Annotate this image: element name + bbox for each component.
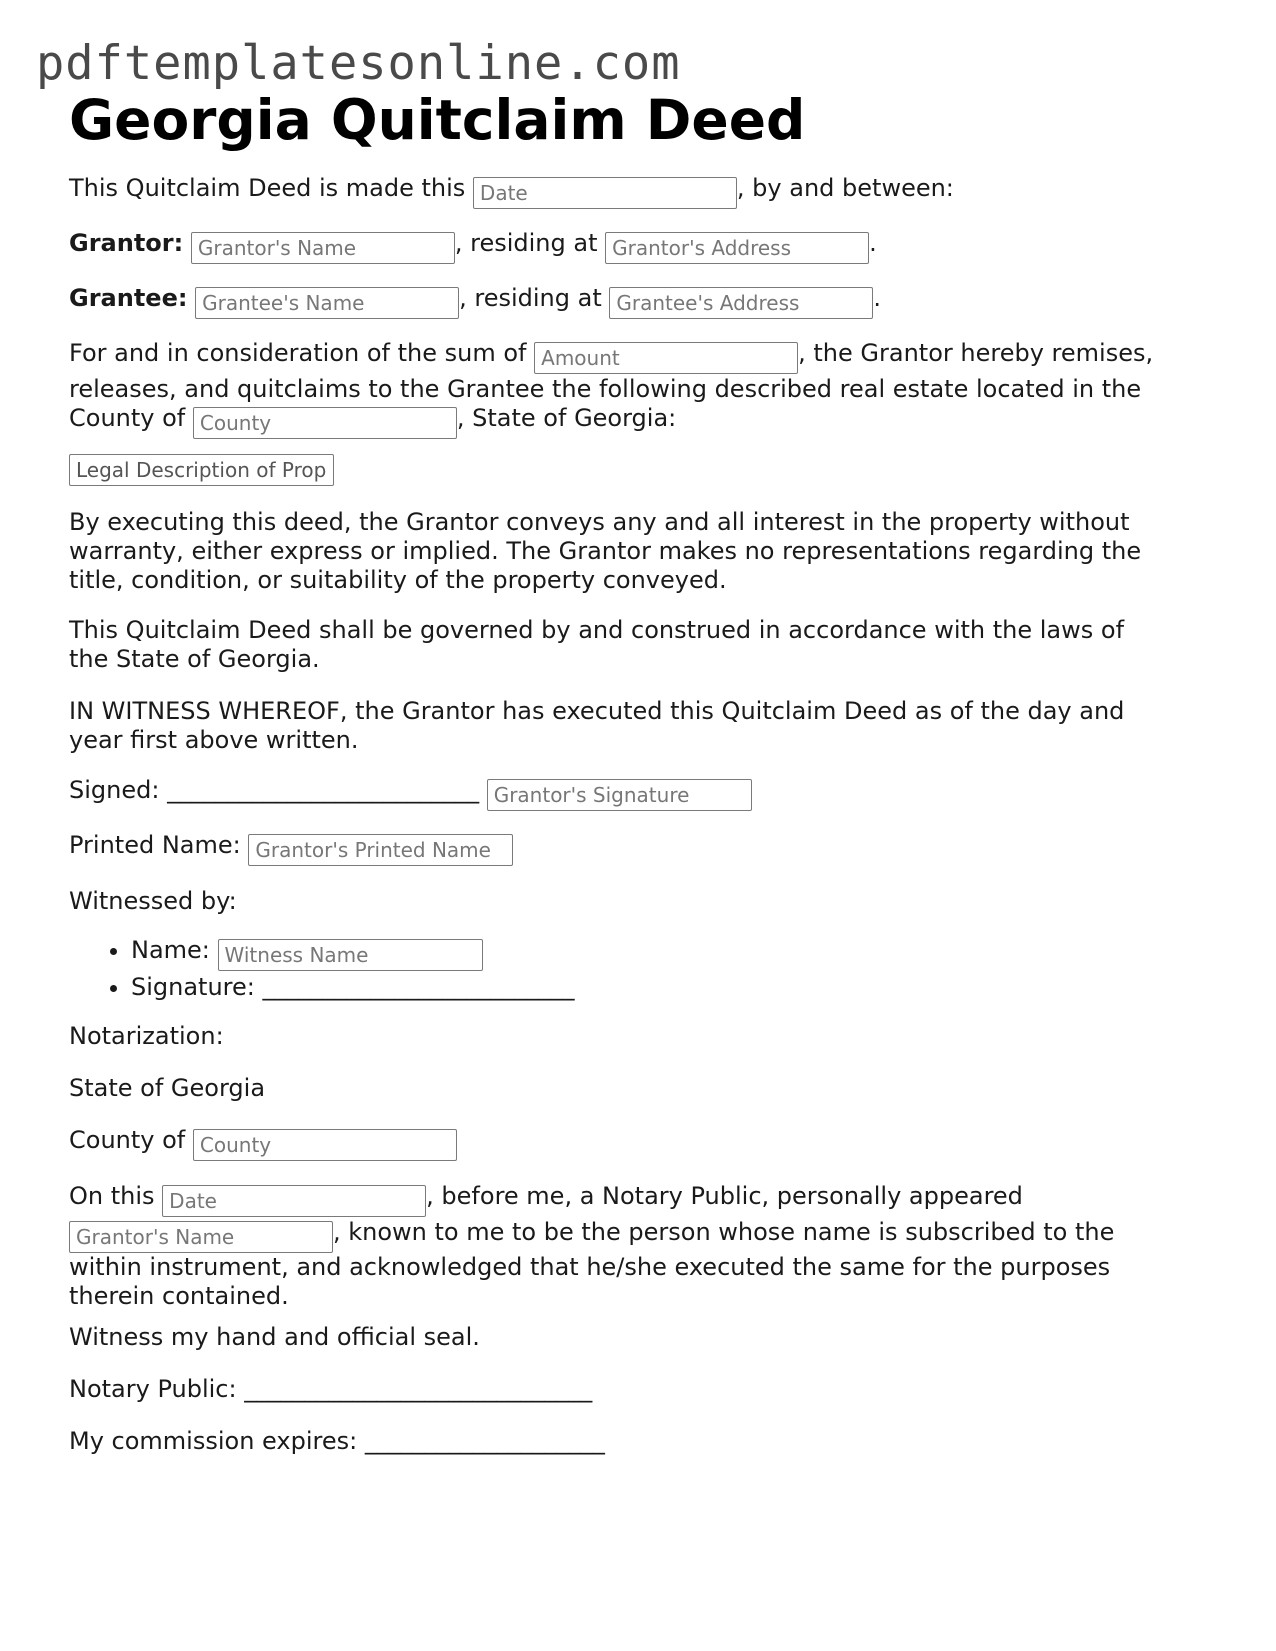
grantee-name-field[interactable] bbox=[195, 287, 459, 319]
executing-paragraph: By executing this deed, the Grantor conveys any and all interest in the property without warranty, either express or implied. The Grantor makes no representations regarding the title, condition, or suitability of the property conveyed. bbox=[69, 508, 1142, 594]
consideration-line-2: releases, and quitclaims to the Grantee the following described real estate located in the bbox=[69, 375, 1142, 403]
document-page bbox=[69, 88, 1219, 1455]
state-of-georgia: State of Georgia bbox=[69, 1074, 266, 1102]
governed-paragraph: This Quitclaim Deed shall be governed by and construed in accordance with the laws of the State of Georgia. bbox=[69, 616, 1125, 673]
notary-paragraph bbox=[69, 1181, 1219, 1311]
notary-line-3: within instrument, and acknowledged that he/she executed the same for the purposes therein contained. bbox=[69, 1253, 1111, 1310]
intro-line bbox=[69, 174, 954, 209]
grantor-line-end: . bbox=[869, 229, 877, 257]
grantor-residing-text: , residing at bbox=[454, 229, 598, 257]
witness-hand-text: Witness my hand and official seal. bbox=[69, 1323, 480, 1351]
grantee-address-field[interactable] bbox=[609, 287, 873, 319]
signed-label: Signed: __________________________ bbox=[69, 776, 480, 804]
consideration-line-3 bbox=[69, 404, 1219, 439]
grantor-name-field[interactable] bbox=[191, 232, 455, 264]
consideration-text-after: , the Grantor hereby remises, bbox=[798, 339, 1154, 367]
witness-name-field[interactable] bbox=[218, 939, 483, 971]
notarization-label: Notarization: bbox=[69, 1022, 224, 1050]
county-field[interactable] bbox=[193, 407, 457, 439]
signed-line bbox=[69, 776, 752, 811]
grantor-line bbox=[69, 229, 877, 264]
grantee-line-end: . bbox=[873, 284, 882, 312]
intro-text: This Quitclaim Deed is made this bbox=[69, 174, 466, 202]
witness-signature-label: Signature: __________________________ bbox=[131, 973, 575, 1001]
witness-name-label: Name: bbox=[131, 936, 210, 964]
witness-signature-item bbox=[131, 971, 575, 1004]
notary-line-1 bbox=[69, 1181, 1219, 1217]
printed-name-field[interactable] bbox=[248, 834, 513, 866]
intro-text-after: , by and between: bbox=[736, 174, 954, 202]
grantor-signature-field[interactable] bbox=[487, 779, 752, 811]
notary-county-line bbox=[69, 1126, 457, 1161]
witness-list bbox=[69, 934, 575, 1004]
grantee-line bbox=[69, 284, 881, 319]
deed-date-field[interactable] bbox=[473, 177, 737, 209]
notary-county-label: County of bbox=[69, 1126, 186, 1154]
amount-field[interactable] bbox=[534, 342, 798, 374]
consideration-paragraph bbox=[69, 339, 1219, 439]
witness-whereof-paragraph: IN WITNESS WHEREOF, the Grantor has executed this Quitclaim Deed as of the day and year first above written. bbox=[69, 697, 1125, 754]
state-text: , State of Georgia: bbox=[456, 404, 677, 432]
notary-line-2 bbox=[69, 1217, 1219, 1253]
watermark: pdftemplatesonline.com bbox=[36, 36, 681, 91]
commission-expires-line: My commission expires: ____________________ bbox=[69, 1427, 605, 1455]
county-label: County of bbox=[69, 404, 186, 432]
printed-name-label: Printed Name: bbox=[69, 831, 241, 859]
notary-public-line: Notary Public: _____________________________ bbox=[69, 1375, 593, 1403]
legal-description-row bbox=[69, 454, 334, 486]
notary-on-this: On this bbox=[69, 1182, 155, 1210]
notary-grantor-name-field[interactable] bbox=[69, 1221, 333, 1253]
document-title: Georgia Quitclaim Deed bbox=[69, 88, 806, 152]
notary-text-after: , before me, a Notary Public, personally appeared bbox=[426, 1182, 1023, 1210]
consideration-text: For and in consideration of the sum of bbox=[69, 339, 527, 367]
grantee-residing-text: , residing at bbox=[459, 284, 602, 312]
grantee-label: Grantee: bbox=[69, 284, 188, 312]
witnessed-by-label: Witnessed by: bbox=[69, 887, 237, 915]
notary-county-field[interactable] bbox=[193, 1129, 457, 1161]
notary-text-rest: , known to me to be the person whose name is subscribed to the bbox=[333, 1218, 1115, 1246]
notary-date-field[interactable] bbox=[162, 1185, 426, 1217]
grantor-address-field[interactable] bbox=[605, 232, 869, 264]
consideration-line-1 bbox=[69, 339, 1219, 374]
printed-name-line bbox=[69, 831, 513, 866]
legal-description-field[interactable] bbox=[69, 454, 334, 486]
grantor-label: Grantor: bbox=[69, 229, 184, 257]
witness-name-item bbox=[131, 934, 575, 971]
